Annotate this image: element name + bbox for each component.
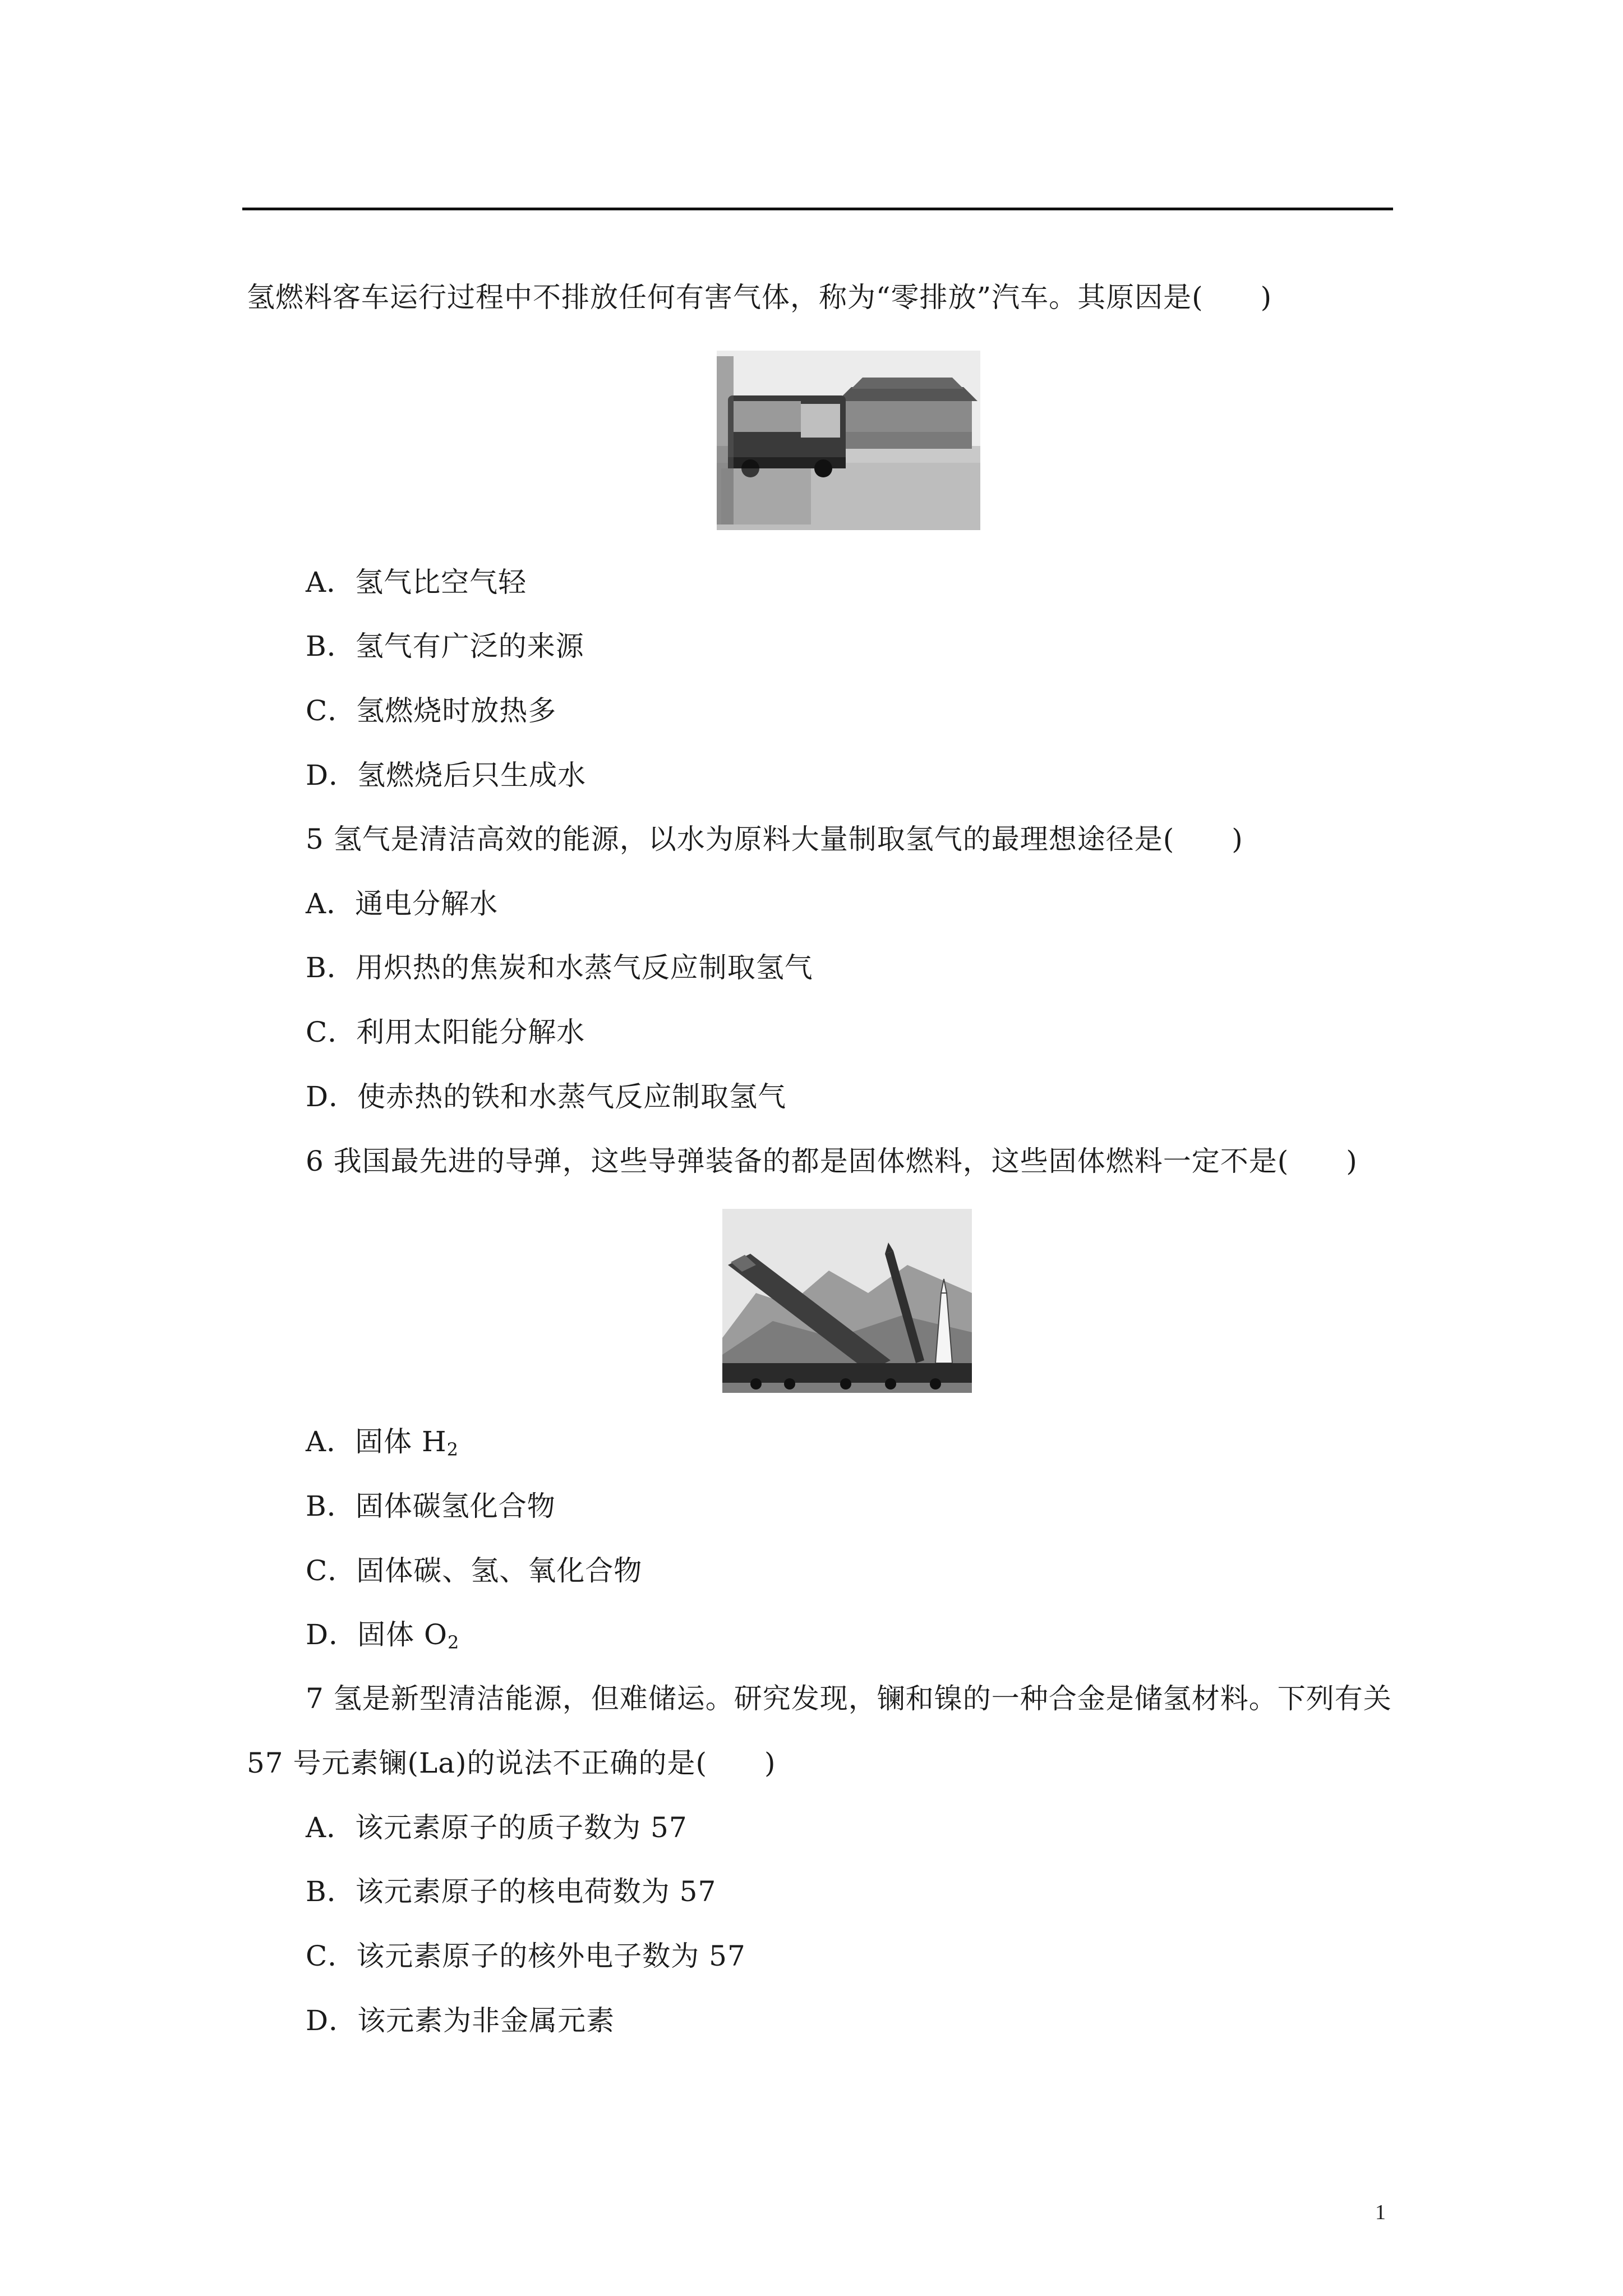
q7-option-d: D．该元素为非金属元素 — [306, 2004, 615, 2037]
q5-option-b: B．用炽热的焦炭和水蒸气反应制取氢气 — [306, 951, 813, 984]
q5-option-c: C．利用太阳能分解水 — [306, 1016, 585, 1048]
missile-photo — [722, 1209, 972, 1393]
header-rule — [242, 208, 1393, 210]
q4-option-b: B．氢气有广泛的来源 — [306, 630, 584, 662]
q7-option-a: A．该元素原子的质子数为 57 — [306, 1811, 688, 1844]
hydrogen-bus-photo — [717, 351, 980, 530]
q5-option-a: A．通电分解水 — [306, 887, 499, 920]
q6-option-d — [306, 1618, 459, 1651]
q4-option-a: A．氢气比空气轻 — [306, 566, 527, 599]
page-number: 1 — [1375, 2201, 1386, 2224]
q4-option-d: D．氢燃烧后只生成水 — [306, 759, 587, 792]
q6-option-c: C．固体碳、氢、氧化合物 — [306, 1554, 643, 1587]
question-7-text-line2: 57 号元素镧(La)的说法不正确的是( ) — [247, 1747, 776, 1779]
subscript-2: 2 — [446, 1439, 459, 1460]
question-7-text-line1: 7 氢是新型清洁能源，但难储运。研究发现，镧和镍的一种合金是储氢材料。下列有关 — [306, 1682, 1392, 1715]
question-4-text: 氢燃料客车运行过程中不排放任何有害气体，称为“零排放”汽车。其原因是( ) — [247, 281, 1272, 314]
question-6-text: 6 我国最先进的导弹，这些导弹装备的都是固体燃料，这些固体燃料一定不是( ) — [306, 1145, 1358, 1177]
q6-option-d-text: D．固体 O — [306, 1618, 448, 1651]
q6-option-b: B．固体碳氢化合物 — [306, 1490, 556, 1522]
q4-option-c: C．氢燃烧时放热多 — [306, 694, 557, 727]
q6-option-a-text: A．固体 H — [306, 1425, 447, 1458]
q7-option-b: B．该元素原子的核电荷数为 57 — [306, 1875, 717, 1908]
subscript-2: 2 — [447, 1632, 460, 1653]
q6-option-a — [306, 1425, 459, 1458]
q5-option-d: D．使赤热的铁和水蒸气反应制取氢气 — [306, 1080, 787, 1113]
q7-option-c: C．该元素原子的核外电子数为 57 — [306, 1940, 746, 1972]
question-5-text: 5 氢气是清洁高效的能源，以水为原料大量制取氢气的最理想途径是( ) — [306, 823, 1243, 855]
